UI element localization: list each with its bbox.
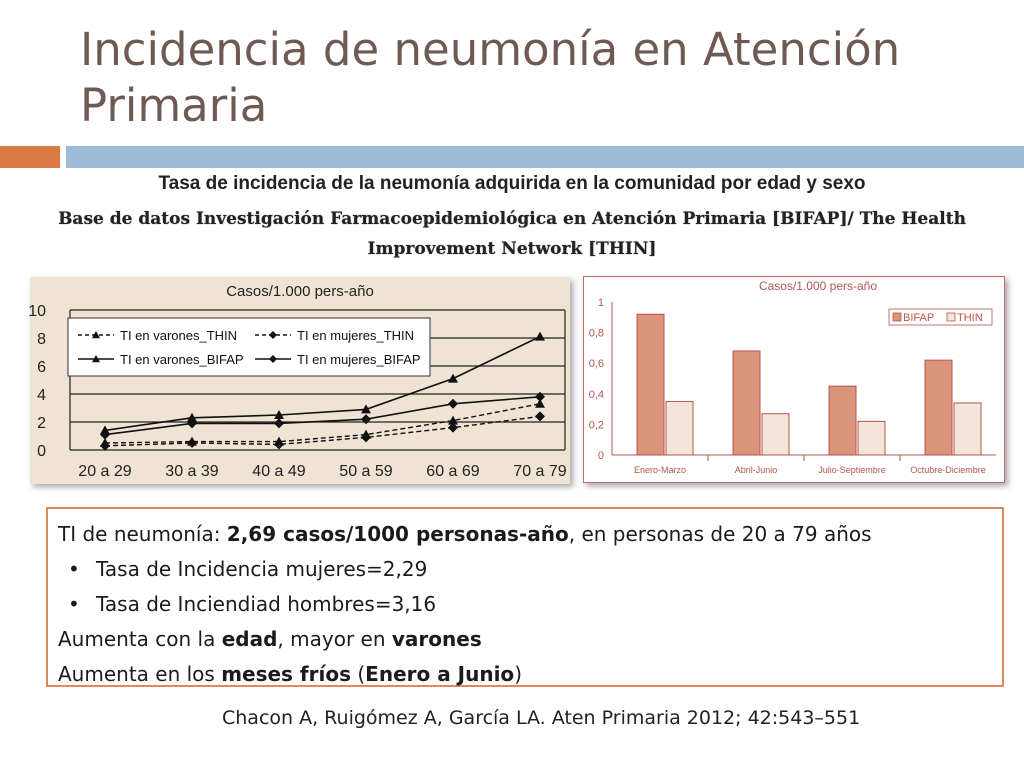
x-tick-label: 30 a 39 — [165, 463, 219, 480]
summary-box — [46, 507, 1004, 687]
bullet-men-text: Tasa de Inciendiad hombres=3,16 — [96, 592, 437, 616]
y-tick-label: 0,8 — [588, 327, 604, 340]
y-tick-label: 0 — [37, 443, 46, 460]
data-point-diamond — [535, 392, 545, 402]
x-tick-label: 60 a 69 — [426, 463, 480, 480]
bullet-women-text: Tasa de Incidencia mujeres=2,29 — [96, 557, 428, 581]
x-tick-label: Octubre-Diciembre — [910, 465, 986, 475]
summary-line-age — [58, 622, 1002, 657]
line-chart-age — [30, 277, 570, 484]
summary-line-months — [58, 657, 1002, 692]
y-tick-label: 4 — [37, 387, 46, 404]
data-source-line: Base de datos Investigación Farmacoepidemiológica en Atención Primaria [BIFAP]/ The Health Improvement Network [THIN] — [58, 209, 966, 259]
y-tick-label: 0,6 — [588, 358, 604, 371]
bullet-women — [58, 552, 1002, 587]
y-tick-label: 2 — [37, 415, 46, 432]
legend-label: THIN — [957, 312, 983, 324]
legend-label: BIFAP — [903, 312, 935, 324]
summary-line-1 — [58, 517, 1002, 552]
x-tick-label: Enero-Marzo — [633, 465, 687, 475]
data-point-diamond — [448, 399, 458, 409]
data-point-diamond — [100, 430, 110, 440]
summary-months-bold: meses fríos — [221, 662, 351, 686]
bar — [666, 401, 693, 455]
accent-bar-blue — [66, 146, 1024, 168]
summary-months-post: ) — [514, 662, 522, 686]
y-tick-label: 0 — [597, 450, 604, 462]
bar — [762, 414, 789, 455]
chart-title: Casos/1.000 pers-año — [758, 279, 878, 293]
legend-label: TI en mujeres_THIN — [297, 328, 415, 343]
bar — [637, 314, 664, 455]
bar-chart-season — [583, 276, 1005, 483]
y-tick-label: 6 — [37, 359, 46, 376]
x-tick-label: Abril-Junio — [734, 465, 778, 475]
summary-line-1-pre: TI de neumonía: — [58, 522, 227, 546]
series-line — [105, 404, 540, 443]
data-point-triangle — [448, 374, 458, 383]
legend-swatch — [893, 313, 901, 321]
legend-label: TI en varones_THIN — [120, 328, 238, 343]
chart-title: Casos/1.000 pers-año — [226, 283, 374, 300]
legend — [889, 309, 992, 325]
legend-box — [68, 318, 430, 376]
summary-line-1-bold: 2,69 casos/1000 personas-año — [226, 522, 569, 546]
y-tick-label: 0,2 — [588, 419, 604, 432]
bar — [829, 386, 856, 455]
summary-age-bold: edad — [221, 627, 278, 651]
bar-chart-svg — [584, 277, 1004, 482]
accent-bar-orange — [0, 146, 60, 168]
summary-months-bold2: Enero a Junio — [365, 662, 515, 686]
y-tick-label: 8 — [37, 331, 46, 348]
bar — [733, 351, 760, 455]
summary-age-mid: , mayor en — [277, 627, 392, 651]
bar — [858, 421, 885, 455]
x-tick-label: 40 a 49 — [252, 463, 306, 480]
data-point-diamond — [535, 411, 545, 421]
slide-title: Incidencia de neumonía en Atención Primaria — [80, 23, 901, 132]
data-point-triangle — [535, 332, 545, 341]
bar — [925, 360, 952, 455]
bullet-dot: • — [68, 557, 80, 581]
bullet-dot: • — [68, 592, 80, 616]
line-chart-svg — [30, 277, 570, 484]
y-tick-label: 1 — [597, 297, 604, 309]
x-tick-label: 20 a 29 — [78, 463, 132, 480]
chart-subtitle: Tasa de incidencia de la neumonía adquirida en la comunidad por edad y sexo — [158, 173, 866, 194]
x-tick-label: Julio-Septiembre — [818, 465, 886, 475]
summary-line-1-post: , en personas de 20 a 79 años — [568, 522, 872, 546]
y-tick-label: 0,4 — [588, 388, 604, 401]
data-point-diamond — [274, 418, 284, 428]
bar — [954, 403, 981, 455]
legend-label: TI en varones_BIFAP — [120, 352, 244, 367]
summary-age-bold2: varones — [391, 627, 482, 651]
data-point-diamond — [187, 438, 197, 448]
summary-months-pre: Aumenta en los — [58, 662, 222, 686]
x-tick-label: 50 a 59 — [339, 463, 393, 480]
legend — [68, 318, 430, 376]
y-tick-label: 10 — [28, 303, 46, 320]
summary-age-pre: Aumenta con la — [58, 627, 222, 651]
bullet-men — [58, 587, 1002, 622]
x-tick-label: 70 a 79 — [513, 463, 567, 480]
summary-months-mid: ( — [351, 662, 366, 686]
data-point-diamond — [361, 414, 371, 424]
legend-swatch — [947, 313, 955, 321]
legend-label: TI en mujeres_BIFAP — [297, 352, 421, 367]
citation: Chacon A, Ruigómez A, García LA. Aten Primaria 2012; 42:543–551 — [222, 707, 861, 729]
